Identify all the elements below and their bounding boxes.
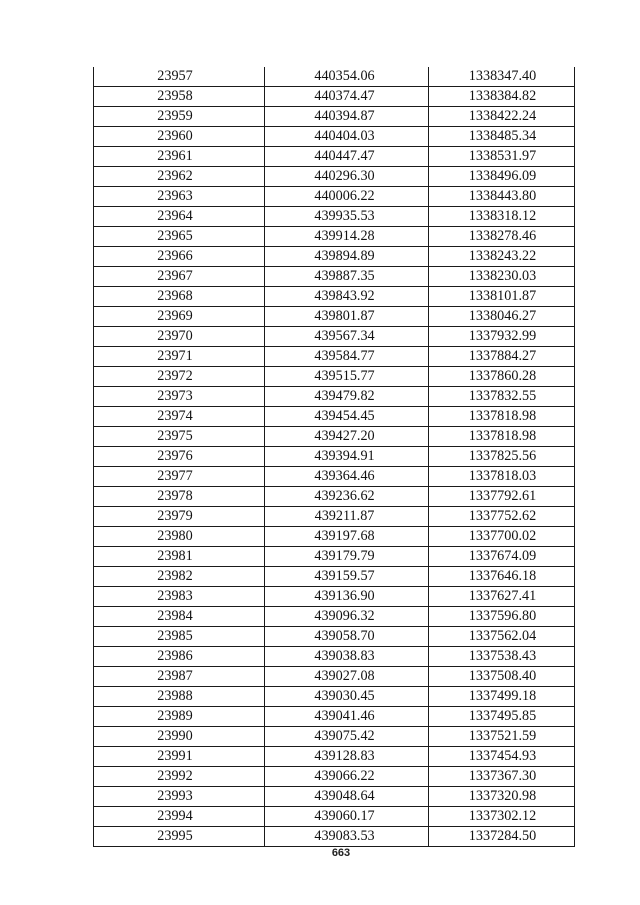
table-row <box>94 547 575 567</box>
x-coordinate-cell: 439027.08 <box>265 667 429 687</box>
y-coordinate-cell: 1337499.18 <box>429 687 575 707</box>
table-row <box>94 647 575 667</box>
point-id-cell: 23995 <box>94 827 265 847</box>
y-coordinate-cell: 1338496.09 <box>429 167 575 187</box>
table-row <box>94 147 575 167</box>
table-row <box>94 747 575 767</box>
point-id-cell: 23994 <box>94 807 265 827</box>
y-coordinate-cell: 1338230.03 <box>429 267 575 287</box>
y-coordinate-cell: 1337825.56 <box>429 447 575 467</box>
x-coordinate-cell: 439843.92 <box>265 287 429 307</box>
point-id-cell: 23973 <box>94 387 265 407</box>
point-id-cell: 23971 <box>94 347 265 367</box>
table-row <box>94 407 575 427</box>
y-coordinate-cell: 1337284.50 <box>429 827 575 847</box>
y-coordinate-cell: 1338046.27 <box>429 307 575 327</box>
x-coordinate-cell: 439935.53 <box>265 207 429 227</box>
x-coordinate-cell: 439364.46 <box>265 467 429 487</box>
y-coordinate-cell: 1337860.28 <box>429 367 575 387</box>
x-coordinate-cell: 439894.89 <box>265 247 429 267</box>
x-coordinate-cell: 439197.68 <box>265 527 429 547</box>
y-coordinate-cell: 1338485.34 <box>429 127 575 147</box>
x-coordinate-cell: 439096.32 <box>265 607 429 627</box>
point-id-cell: 23960 <box>94 127 265 147</box>
y-coordinate-cell: 1338443.80 <box>429 187 575 207</box>
y-coordinate-cell: 1337818.03 <box>429 467 575 487</box>
x-coordinate-cell: 439075.42 <box>265 727 429 747</box>
y-coordinate-cell: 1337832.55 <box>429 387 575 407</box>
point-id-cell: 23975 <box>94 427 265 447</box>
y-coordinate-cell: 1337674.09 <box>429 547 575 567</box>
x-coordinate-cell: 439801.87 <box>265 307 429 327</box>
table-row <box>94 87 575 107</box>
table-row <box>94 187 575 207</box>
point-id-cell: 23981 <box>94 547 265 567</box>
table-row <box>94 667 575 687</box>
table-row <box>94 67 575 87</box>
coordinate-table-body <box>94 67 575 847</box>
point-id-cell: 23977 <box>94 467 265 487</box>
x-coordinate-cell: 439567.34 <box>265 327 429 347</box>
point-id-cell: 23963 <box>94 187 265 207</box>
point-id-cell: 23962 <box>94 167 265 187</box>
y-coordinate-cell: 1338278.46 <box>429 227 575 247</box>
x-coordinate-cell: 440374.47 <box>265 87 429 107</box>
point-id-cell: 23988 <box>94 687 265 707</box>
table-row <box>94 307 575 327</box>
table-row <box>94 247 575 267</box>
table-row <box>94 727 575 747</box>
y-coordinate-cell: 1337320.98 <box>429 787 575 807</box>
coordinate-table-container <box>93 67 574 847</box>
table-row <box>94 507 575 527</box>
y-coordinate-cell: 1337367.30 <box>429 767 575 787</box>
point-id-cell: 23983 <box>94 587 265 607</box>
point-id-cell: 23976 <box>94 447 265 467</box>
x-coordinate-cell: 439179.79 <box>265 547 429 567</box>
x-coordinate-cell: 439048.64 <box>265 787 429 807</box>
x-coordinate-cell: 439159.57 <box>265 567 429 587</box>
point-id-cell: 23958 <box>94 87 265 107</box>
point-id-cell: 23961 <box>94 147 265 167</box>
y-coordinate-cell: 1337818.98 <box>429 427 575 447</box>
table-row <box>94 367 575 387</box>
y-coordinate-cell: 1337792.61 <box>429 487 575 507</box>
x-coordinate-cell: 439066.22 <box>265 767 429 787</box>
point-id-cell: 23987 <box>94 667 265 687</box>
point-id-cell: 23965 <box>94 227 265 247</box>
table-row <box>94 487 575 507</box>
x-coordinate-cell: 439038.83 <box>265 647 429 667</box>
y-coordinate-cell: 1338422.24 <box>429 107 575 127</box>
table-row <box>94 787 575 807</box>
point-id-cell: 23959 <box>94 107 265 127</box>
y-coordinate-cell: 1337538.43 <box>429 647 575 667</box>
x-coordinate-cell: 439454.45 <box>265 407 429 427</box>
table-row <box>94 707 575 727</box>
table-row <box>94 607 575 627</box>
point-id-cell: 23967 <box>94 267 265 287</box>
x-coordinate-cell: 439427.20 <box>265 427 429 447</box>
table-row <box>94 567 575 587</box>
x-coordinate-cell: 440447.47 <box>265 147 429 167</box>
x-coordinate-cell: 439515.77 <box>265 367 429 387</box>
x-coordinate-cell: 440404.03 <box>265 127 429 147</box>
table-row <box>94 627 575 647</box>
point-id-cell: 23978 <box>94 487 265 507</box>
y-coordinate-cell: 1338243.22 <box>429 247 575 267</box>
y-coordinate-cell: 1338101.87 <box>429 287 575 307</box>
y-coordinate-cell: 1338384.82 <box>429 87 575 107</box>
table-row <box>94 467 575 487</box>
table-row <box>94 327 575 347</box>
table-row <box>94 207 575 227</box>
point-id-cell: 23990 <box>94 727 265 747</box>
y-coordinate-cell: 1337627.41 <box>429 587 575 607</box>
y-coordinate-cell: 1337700.02 <box>429 527 575 547</box>
table-row <box>94 767 575 787</box>
y-coordinate-cell: 1337508.40 <box>429 667 575 687</box>
point-id-cell: 23989 <box>94 707 265 727</box>
table-row <box>94 107 575 127</box>
point-id-cell: 23984 <box>94 607 265 627</box>
point-id-cell: 23964 <box>94 207 265 227</box>
table-row <box>94 267 575 287</box>
point-id-cell: 23966 <box>94 247 265 267</box>
x-coordinate-cell: 439394.91 <box>265 447 429 467</box>
y-coordinate-cell: 1337884.27 <box>429 347 575 367</box>
x-coordinate-cell: 439060.17 <box>265 807 429 827</box>
table-row <box>94 427 575 447</box>
table-row <box>94 227 575 247</box>
table-row <box>94 807 575 827</box>
coordinate-table <box>93 67 575 847</box>
page-number: 663 <box>331 847 351 859</box>
point-id-cell: 23985 <box>94 627 265 647</box>
x-coordinate-cell: 439136.90 <box>265 587 429 607</box>
point-id-cell: 23992 <box>94 767 265 787</box>
x-coordinate-cell: 440296.30 <box>265 167 429 187</box>
x-coordinate-cell: 439914.28 <box>265 227 429 247</box>
table-row <box>94 287 575 307</box>
y-coordinate-cell: 1338347.40 <box>429 67 575 87</box>
y-coordinate-cell: 1338318.12 <box>429 207 575 227</box>
table-row <box>94 527 575 547</box>
table-row <box>94 127 575 147</box>
x-coordinate-cell: 439030.45 <box>265 687 429 707</box>
y-coordinate-cell: 1338531.97 <box>429 147 575 167</box>
x-coordinate-cell: 439058.70 <box>265 627 429 647</box>
point-id-cell: 23969 <box>94 307 265 327</box>
x-coordinate-cell: 440354.06 <box>265 67 429 87</box>
table-row <box>94 387 575 407</box>
x-coordinate-cell: 439128.83 <box>265 747 429 767</box>
y-coordinate-cell: 1337454.93 <box>429 747 575 767</box>
x-coordinate-cell: 440006.22 <box>265 187 429 207</box>
table-row <box>94 587 575 607</box>
point-id-cell: 23980 <box>94 527 265 547</box>
table-row <box>94 447 575 467</box>
y-coordinate-cell: 1337752.62 <box>429 507 575 527</box>
y-coordinate-cell: 1337646.18 <box>429 567 575 587</box>
y-coordinate-cell: 1337495.85 <box>429 707 575 727</box>
point-id-cell: 23972 <box>94 367 265 387</box>
x-coordinate-cell: 439211.87 <box>265 507 429 527</box>
point-id-cell: 23970 <box>94 327 265 347</box>
point-id-cell: 23979 <box>94 507 265 527</box>
x-coordinate-cell: 440394.87 <box>265 107 429 127</box>
x-coordinate-cell: 439479.82 <box>265 387 429 407</box>
point-id-cell: 23993 <box>94 787 265 807</box>
table-row <box>94 827 575 847</box>
point-id-cell: 23982 <box>94 567 265 587</box>
x-coordinate-cell: 439041.46 <box>265 707 429 727</box>
y-coordinate-cell: 1337932.99 <box>429 327 575 347</box>
point-id-cell: 23957 <box>94 67 265 87</box>
table-row <box>94 347 575 367</box>
point-id-cell: 23968 <box>94 287 265 307</box>
y-coordinate-cell: 1337521.59 <box>429 727 575 747</box>
x-coordinate-cell: 439236.62 <box>265 487 429 507</box>
point-id-cell: 23986 <box>94 647 265 667</box>
point-id-cell: 23991 <box>94 747 265 767</box>
table-row <box>94 687 575 707</box>
y-coordinate-cell: 1337596.80 <box>429 607 575 627</box>
y-coordinate-cell: 1337818.98 <box>429 407 575 427</box>
point-id-cell: 23974 <box>94 407 265 427</box>
x-coordinate-cell: 439584.77 <box>265 347 429 367</box>
x-coordinate-cell: 439083.53 <box>265 827 429 847</box>
y-coordinate-cell: 1337562.04 <box>429 627 575 647</box>
y-coordinate-cell: 1337302.12 <box>429 807 575 827</box>
table-row <box>94 167 575 187</box>
x-coordinate-cell: 439887.35 <box>265 267 429 287</box>
